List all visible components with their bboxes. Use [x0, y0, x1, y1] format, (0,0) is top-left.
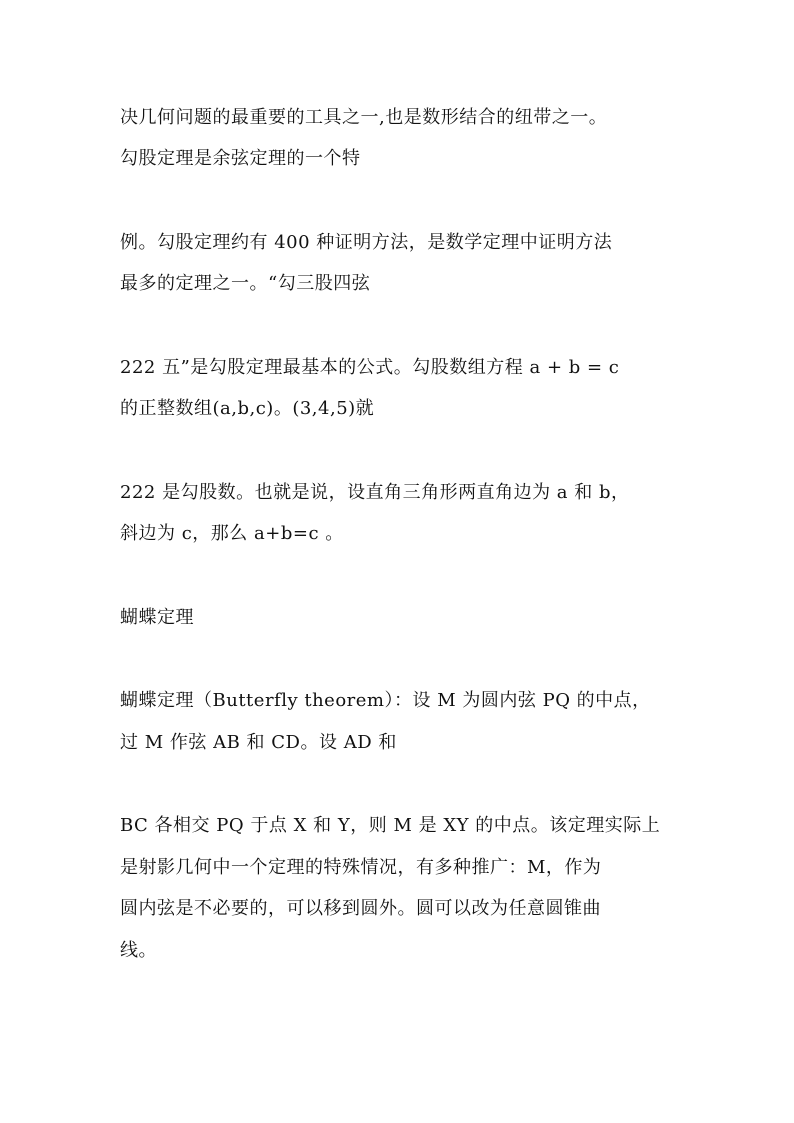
text-line: 决几何问题的最重要的工具之一,也是数形结合的纽带之一。 — [120, 107, 608, 128]
text-line: 圆内弦是不必要的，可以移到圆外。圆可以改为任意圆锥曲 — [120, 898, 601, 919]
text-line: 222 五”是勾股定理最基本的公式。勾股数组方程 a + b = c — [120, 357, 620, 378]
text-line: 蝴蝶定理（Butterfly theorem）：设 M 为圆内弦 PQ 的中点， — [120, 690, 651, 711]
text-line: BC 各相交 PQ 于点 X 和 Y，则 M 是 XY 的中点。该定理实际上 — [120, 815, 661, 836]
text-line: 勾股定理是余弦定理的一个特 — [120, 148, 361, 169]
text-line: 222 是勾股数。也就是说，设直角三角形两直角边为 a 和 b， — [120, 482, 630, 503]
section-heading: 蝴蝶定理 — [120, 607, 194, 628]
text-line: 是射影几何中一个定理的特殊情况，有多种推广：M，作为 — [120, 857, 602, 878]
text-line: 例。勾股定理约有 400 种证明方法，是数学定理中证明方法 — [120, 232, 613, 253]
text-line: 最多的定理之一。“勾三股四弦 — [120, 273, 371, 294]
text-line: 的正整数组(a,b,c)。(3,4,5)就 — [120, 398, 375, 419]
text-line: 过 M 作弦 AB 和 CD。设 AD 和 — [120, 732, 397, 753]
text-line: 斜边为 c，那么 a+b=c 。 — [120, 523, 344, 544]
text-line: 线。 — [120, 940, 157, 961]
